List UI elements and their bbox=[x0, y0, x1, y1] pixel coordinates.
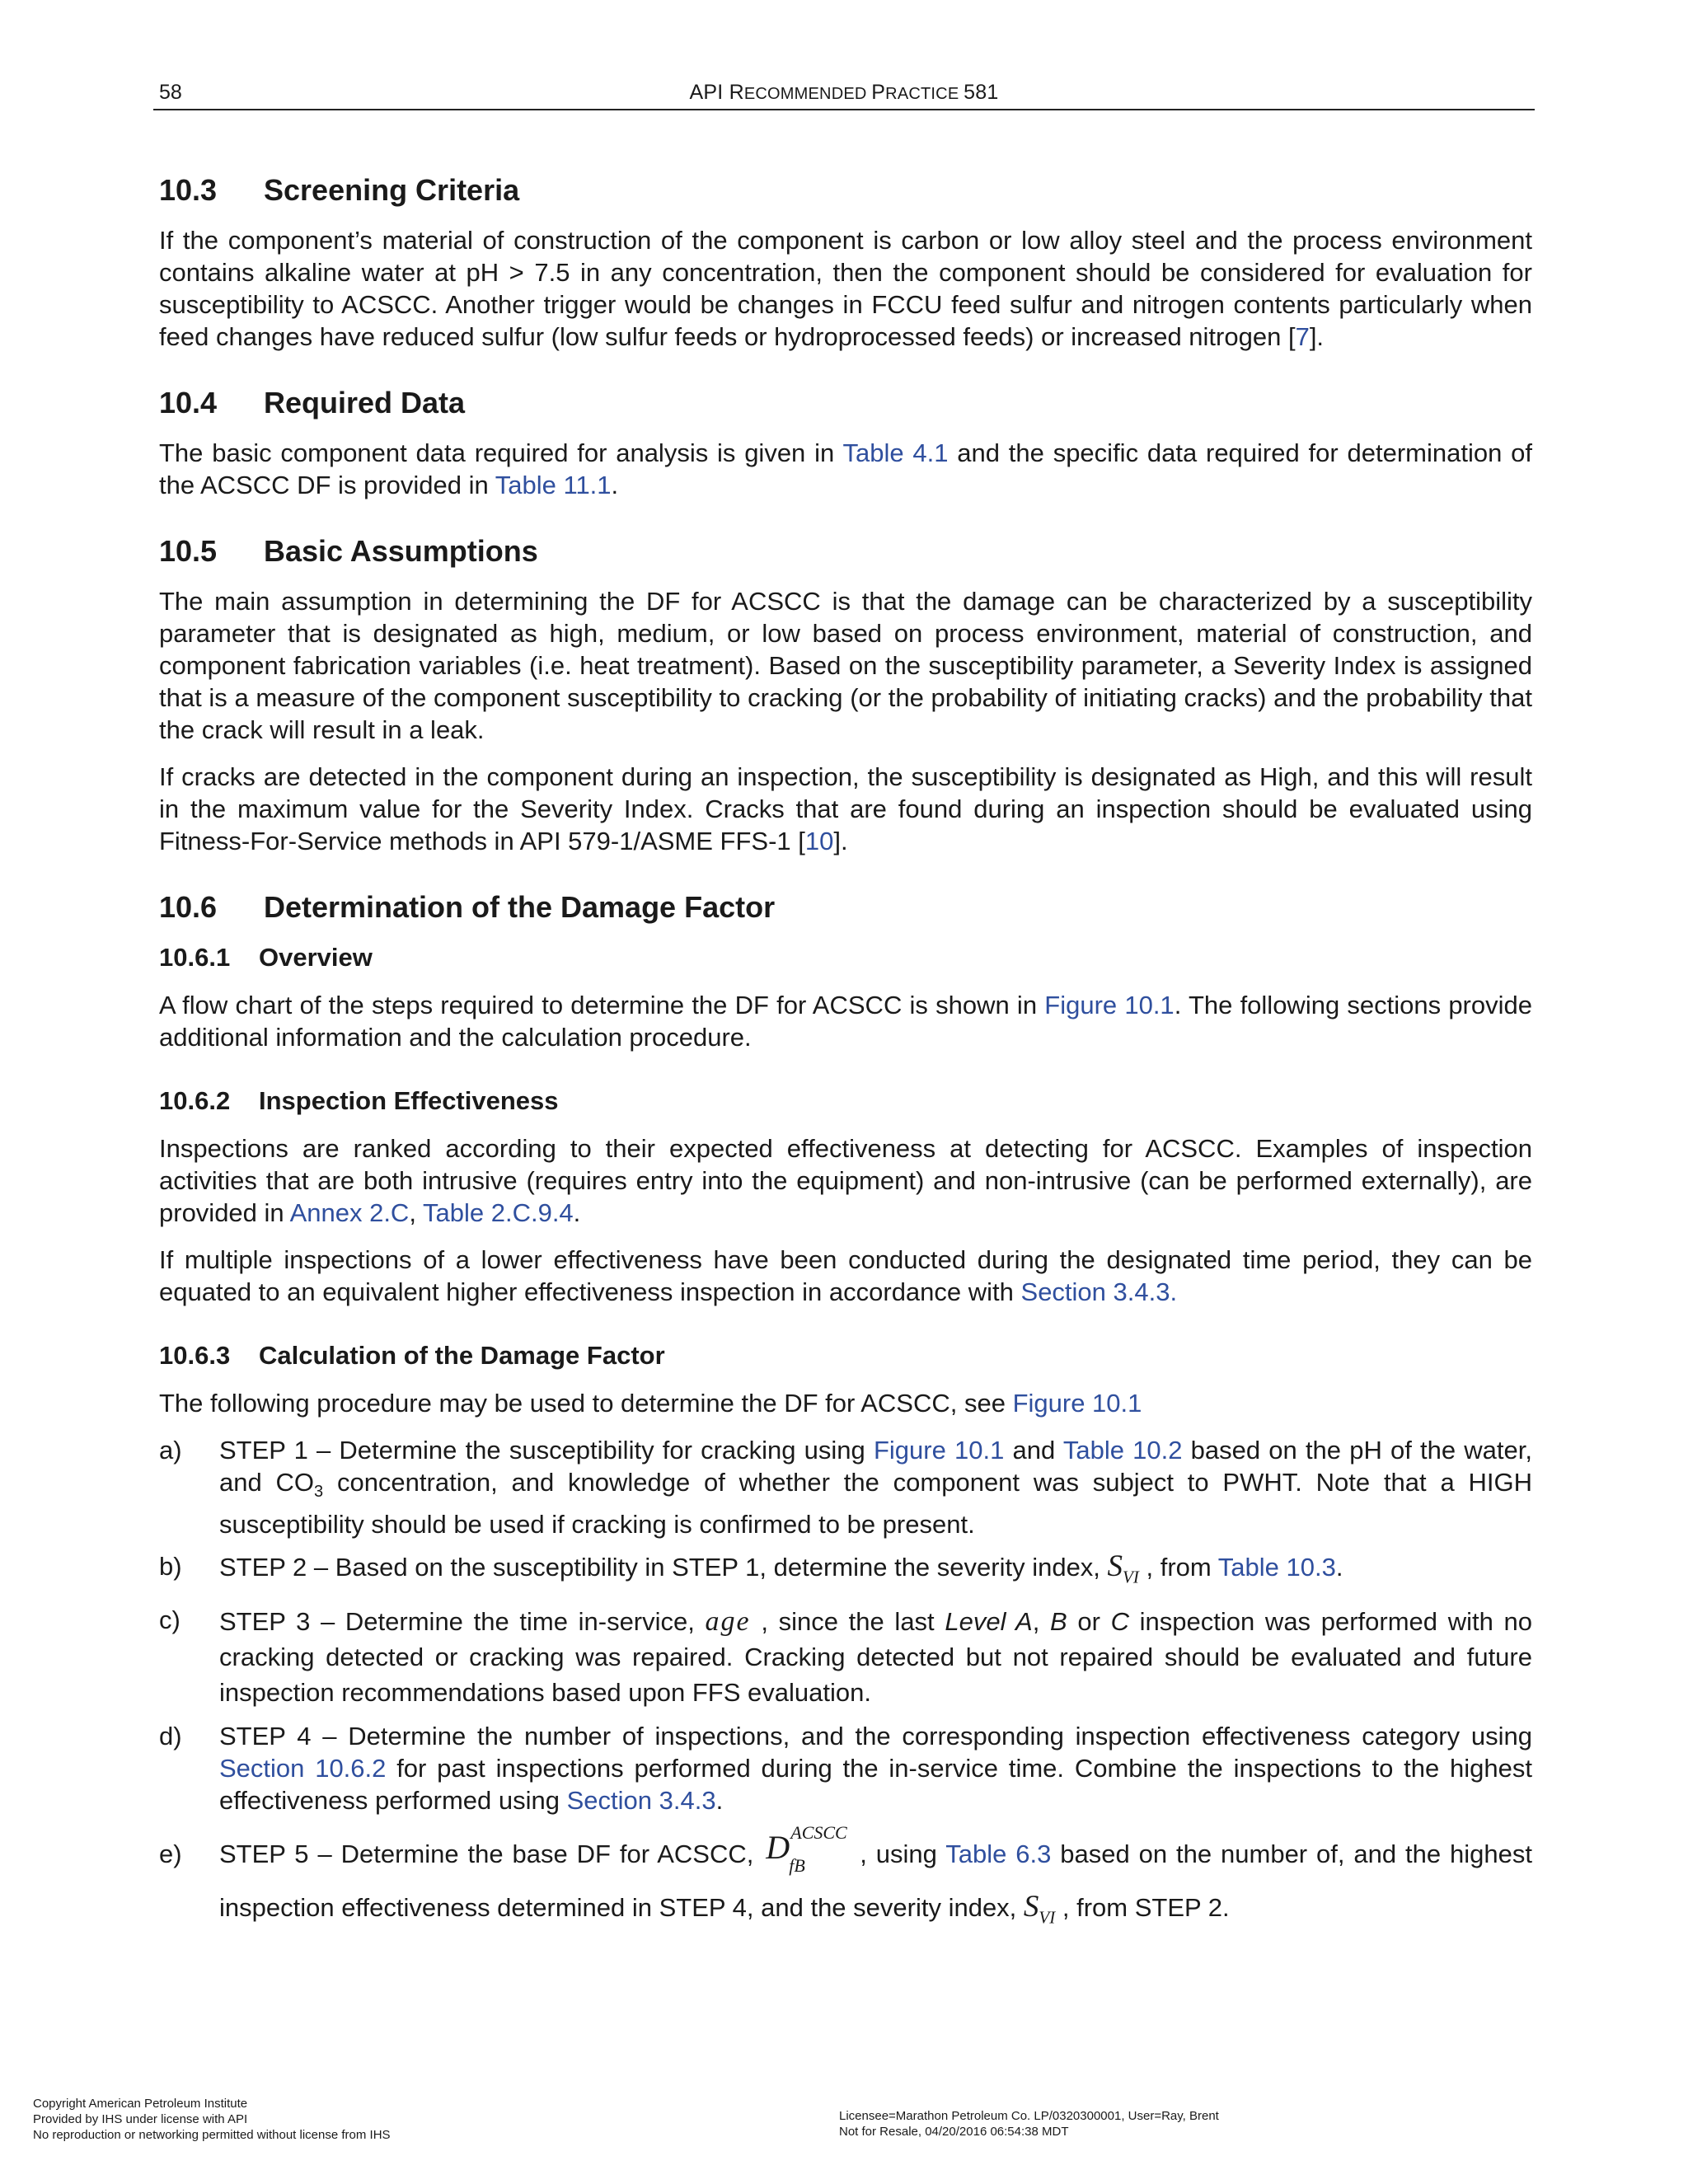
page-header bbox=[153, 79, 1535, 110]
inspection-effectiveness-paragraph-2: If multiple inspections of a lower effectiveness have been conducted during the designated time period, they can be equated to an equivalent higher effectiveness inspection in accordance with Section 3.4.3. bbox=[159, 1245, 1532, 1306]
basic-assumptions-paragraph-1: The main assumption in determining the DF for ACSCC is that the damage can be characterized by a susceptibility parameter that is designated as high, medium, or low based on process environment, material of construction, and component fabrication variables (i.e. heat treatment). Based on the susceptibility parameter, a Severity Index is assigned that is a measure of the component susceptibility to cracking (or the probability of initiating cracks) and the probability that the crack will result in a leak. bbox=[159, 587, 1532, 744]
table-6-3-link[interactable]: Table 6.3 bbox=[945, 1839, 1052, 1868]
list-item-step-5: e) STEP 5 – Determine the base DF for ACSCC, D ACSCC fB , using Table 6.3 based on the number of, and the highest inspection effectiveness determined in STEP 4, and the severity index, $S_{VI}$ , from STEP 2. bbox=[159, 1821, 1532, 1927]
footer-copyright: Copyright American Petroleum Institute Provided by IHS under license with API No reproduction or networking permitted without license from IHS bbox=[33, 2097, 391, 2142]
page-number: 58 bbox=[159, 81, 182, 104]
figure-10-1-link[interactable]: Figure 10.1 bbox=[1044, 991, 1175, 1019]
screening-criteria-paragraph: If the component’s material of construction of the component is carbon or low alloy steel and the process environment contains alkaline water at pH > 7.5 in any concentration, then the component should be considered for evaluation for susceptibility to ACSCC. Another trigger would be changes in FCCU feed sulfur and nitrogen contents particularly when feed changes have reduced sulfur (low sulfur feeds or hydroprocessed feeds) or increased nitrogen [7]. bbox=[159, 226, 1532, 351]
table-4-1-link[interactable]: Table 4.1 bbox=[842, 438, 949, 467]
table-2c94-link[interactable]: Table 2.C.9.4 bbox=[423, 1198, 574, 1227]
list-item-step-1: a) STEP 1 – Determine the susceptibility for cracking using Figure 10.1 and Table 10.2 based on the pH of the water, and $CO_3$ concentration, and knowledge of whether the component was subject to PWHT. Note that a HIGH susceptibility should be used if cracking is confirmed to be present. bbox=[159, 1436, 1532, 1540]
section-heading-10-5: 10.5 Basic Assumptions bbox=[159, 534, 538, 568]
age-symbol: age bbox=[705, 1605, 751, 1637]
reference-link-10[interactable]: 10 bbox=[804, 827, 834, 855]
table-10-3-link[interactable]: Table 10.3 bbox=[1217, 1553, 1336, 1582]
section-3-4-3-link-2[interactable]: Section 3.4.3 bbox=[566, 1785, 716, 1815]
table-11-1-link[interactable]: Table 11.1 bbox=[495, 471, 612, 499]
reference-link-7[interactable]: 7 bbox=[1295, 322, 1310, 351]
list-item-step-3: c) STEP 3 – Determine the time in-service, age , since the last Level A, B or C inspection was performed with no cracking detected or cracking was repaired. Cracking detected but not repaired should be evaluated and future inspection recommendations based upon FFS evaluation. bbox=[159, 1605, 1532, 1707]
procedure-steps-list bbox=[159, 1434, 1532, 1943]
main-content bbox=[159, 171, 1532, 1953]
severity-index-symbol: $S_{VI}$ bbox=[1107, 1549, 1139, 1587]
calculation-intro-paragraph: The following procedure may be used to determine the DF for ACSCC, see Figure 10.1 bbox=[159, 1389, 1142, 1418]
section-heading-10-4: 10.4 Required Data bbox=[159, 386, 466, 419]
figure-10-1-link-3[interactable]: Figure 10.1 bbox=[873, 1436, 1005, 1465]
severity-index-symbol-2: $S_{VI}$ bbox=[1023, 1889, 1056, 1927]
footer-license: Licensee=Marathon Petroleum Co. LP/0320300001, User=Ray, Brent Not for Resale, 04/20/2016 06:54:38 MDT bbox=[839, 2109, 1219, 2139]
figure-10-1-link-2[interactable]: Figure 10.1 bbox=[1012, 1389, 1142, 1418]
section-10-6-2-link[interactable]: Section 10.6.2 bbox=[219, 1753, 387, 1783]
section-3-4-3-link[interactable]: Section 3.4.3. bbox=[1020, 1277, 1178, 1306]
annex-2c-link[interactable]: Annex 2.C bbox=[289, 1198, 410, 1227]
required-data-paragraph: The basic component data required for analysis is given in Table 4.1 and the specific data required for determination of the ACSCC DF is provided in Table 11.1. bbox=[159, 438, 1532, 499]
subsection-heading-10-6-1: 10.6.1 Overview bbox=[159, 943, 373, 972]
section-heading-10-3: 10.3 Screening Criteria bbox=[159, 173, 520, 207]
running-title: API RECOMMENDED PRACTICE 581 bbox=[689, 81, 999, 104]
section-heading-10-6: 10.6 Determination of the Damage Factor bbox=[159, 890, 776, 924]
subsection-heading-10-6-3: 10.6.3 Calculation of the Damage Factor bbox=[159, 1341, 665, 1370]
base-damage-factor-symbol: D ACSCC fB bbox=[766, 1821, 847, 1876]
subsection-heading-10-6-2: 10.6.2 Inspection Effectiveness bbox=[159, 1086, 559, 1115]
list-item-step-2: b) STEP 2 – Based on the susceptibility in STEP 1, determine the severity index, $S_{VI}$ , from Table 10.3. bbox=[159, 1549, 1343, 1587]
overview-paragraph: A flow chart of the steps required to determine the DF for ACSCC is shown in Figure 10.1. The following sections provide additional information and the calculation procedure. bbox=[159, 991, 1532, 1052]
inspection-effectiveness-paragraph-1: Inspections are ranked according to their expected effectiveness at detecting for ACSCC. Examples of inspection activities that are both intrusive (requires entry into the equipment) and non-intrusive (can be performed externally), are provided in Annex 2.C, Table 2.C.9.4. bbox=[159, 1134, 1532, 1227]
table-10-2-link[interactable]: Table 10.2 bbox=[1062, 1436, 1183, 1465]
list-item-step-4: d) STEP 4 – Determine the number of inspections, and the corresponding inspection effectiveness category using Section 10.6.2 for past inspections performed during the in-service time. Combine the inspections to the highest effectiveness performed using Section 3.4.3. bbox=[159, 1721, 1532, 1815]
basic-assumptions-paragraph-2: If cracks are detected in the component during an inspection, the susceptibility is designated as High, and this will result in the maximum value for the Severity Index. Cracks that are found during an inspection should be evaluated using Fitness-For-Service methods in API 579-1/ASME FFS-1 [10]. bbox=[159, 762, 1532, 855]
